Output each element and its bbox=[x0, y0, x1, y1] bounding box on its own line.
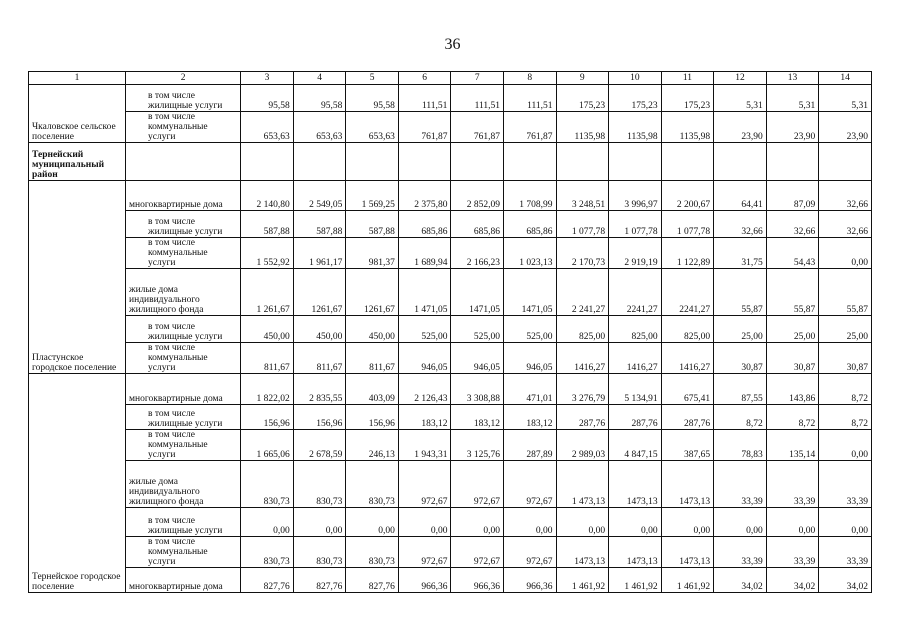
table-row bbox=[29, 343, 872, 374]
value-cell: 450,00 bbox=[293, 316, 346, 343]
value-cell bbox=[451, 143, 504, 181]
table-row bbox=[29, 537, 872, 568]
value-cell: 23,90 bbox=[766, 112, 819, 143]
table-row bbox=[29, 85, 872, 112]
value-cell: 156,96 bbox=[293, 405, 346, 430]
column-header: 4 bbox=[293, 72, 346, 85]
category-label: в том числе коммунальные услуги bbox=[126, 537, 241, 568]
value-cell: 0,00 bbox=[819, 430, 872, 461]
value-cell: 761,87 bbox=[451, 112, 504, 143]
value-cell: 387,65 bbox=[661, 430, 714, 461]
value-cell: 966,36 bbox=[451, 568, 504, 593]
value-cell: 761,87 bbox=[398, 112, 451, 143]
value-cell: 2 166,23 bbox=[451, 238, 504, 269]
category-label: жилые дома индивидуального жилищного фонда bbox=[126, 269, 241, 316]
value-cell: 183,12 bbox=[503, 405, 556, 430]
value-cell: 1 569,25 bbox=[346, 181, 399, 211]
value-cell: 685,86 bbox=[503, 211, 556, 238]
value-cell: 825,00 bbox=[609, 316, 662, 343]
category-label: в том числе коммунальные услуги bbox=[126, 343, 241, 374]
value-cell: 2 241,27 bbox=[556, 269, 609, 316]
value-cell: 2241,27 bbox=[661, 269, 714, 316]
table-row bbox=[29, 211, 872, 238]
value-cell: 1471,05 bbox=[451, 269, 504, 316]
value-cell: 2 170,73 bbox=[556, 238, 609, 269]
value-cell: 0,00 bbox=[819, 238, 872, 269]
value-cell: 1 943,31 bbox=[398, 430, 451, 461]
table-row bbox=[29, 430, 872, 461]
value-cell: 830,73 bbox=[346, 461, 399, 508]
value-cell: 966,36 bbox=[503, 568, 556, 593]
table-row bbox=[29, 143, 872, 181]
category-label: в том числе коммунальные услуги bbox=[126, 112, 241, 143]
value-cell: 34,02 bbox=[819, 568, 872, 593]
value-cell: 685,86 bbox=[398, 211, 451, 238]
value-cell: 972,67 bbox=[451, 461, 504, 508]
value-cell: 0,00 bbox=[766, 508, 819, 537]
value-cell: 811,67 bbox=[241, 343, 294, 374]
value-cell: 1 461,92 bbox=[661, 568, 714, 593]
value-cell: 1473,13 bbox=[556, 537, 609, 568]
value-cell: 1135,98 bbox=[556, 112, 609, 143]
category-label: в том числе жилищные услуги bbox=[126, 316, 241, 343]
column-header: 13 bbox=[766, 72, 819, 85]
value-cell: 2 852,09 bbox=[451, 181, 504, 211]
value-cell: 653,63 bbox=[346, 112, 399, 143]
value-cell: 4 847,15 bbox=[609, 430, 662, 461]
value-cell: 5 134,91 bbox=[609, 374, 662, 405]
column-header: 7 bbox=[451, 72, 504, 85]
value-cell: 525,00 bbox=[503, 316, 556, 343]
value-cell: 95,58 bbox=[293, 85, 346, 112]
value-cell: 8,72 bbox=[714, 405, 767, 430]
column-header: 5 bbox=[346, 72, 399, 85]
value-cell: 55,87 bbox=[766, 269, 819, 316]
value-cell: 653,63 bbox=[241, 112, 294, 143]
value-cell: 23,90 bbox=[819, 112, 872, 143]
value-cell: 25,00 bbox=[819, 316, 872, 343]
value-cell: 830,73 bbox=[346, 537, 399, 568]
value-cell: 143,86 bbox=[766, 374, 819, 405]
value-cell: 1 461,92 bbox=[556, 568, 609, 593]
table-row bbox=[29, 508, 872, 537]
settlement-name: Пластунское городское поселение bbox=[29, 181, 126, 374]
value-cell: 0,00 bbox=[451, 508, 504, 537]
value-cell: 1 689,94 bbox=[398, 238, 451, 269]
value-cell: 0,00 bbox=[819, 508, 872, 537]
value-cell: 827,76 bbox=[346, 568, 399, 593]
settlement-name: Тернейский муниципальный район bbox=[29, 143, 126, 181]
column-header: 14 bbox=[819, 72, 872, 85]
value-cell: 0,00 bbox=[661, 508, 714, 537]
value-cell bbox=[293, 143, 346, 181]
value-cell: 3 996,97 bbox=[609, 181, 662, 211]
value-cell: 287,76 bbox=[661, 405, 714, 430]
value-cell: 587,88 bbox=[346, 211, 399, 238]
value-cell: 2 835,55 bbox=[293, 374, 346, 405]
value-cell: 32,66 bbox=[766, 211, 819, 238]
value-cell: 55,87 bbox=[714, 269, 767, 316]
value-cell: 287,76 bbox=[609, 405, 662, 430]
value-cell bbox=[661, 143, 714, 181]
category-label: многоквартирные дома bbox=[126, 374, 241, 405]
value-cell: 1 473,13 bbox=[556, 461, 609, 508]
value-cell: 1 461,92 bbox=[609, 568, 662, 593]
value-cell bbox=[714, 143, 767, 181]
table-row bbox=[29, 461, 872, 508]
value-cell: 111,51 bbox=[398, 85, 451, 112]
value-cell: 450,00 bbox=[346, 316, 399, 343]
value-cell: 87,55 bbox=[714, 374, 767, 405]
value-cell: 33,39 bbox=[766, 461, 819, 508]
value-cell: 811,67 bbox=[346, 343, 399, 374]
value-cell: 587,88 bbox=[293, 211, 346, 238]
value-cell: 946,05 bbox=[503, 343, 556, 374]
value-cell: 8,72 bbox=[819, 405, 872, 430]
value-cell: 1 077,78 bbox=[609, 211, 662, 238]
value-cell: 1473,13 bbox=[661, 461, 714, 508]
value-cell: 5,31 bbox=[819, 85, 872, 112]
column-header: 10 bbox=[609, 72, 662, 85]
value-cell: 946,05 bbox=[451, 343, 504, 374]
value-cell: 1261,67 bbox=[346, 269, 399, 316]
value-cell: 811,67 bbox=[293, 343, 346, 374]
value-cell: 675,41 bbox=[661, 374, 714, 405]
value-cell: 30,87 bbox=[819, 343, 872, 374]
value-cell bbox=[346, 143, 399, 181]
value-cell: 0,00 bbox=[609, 508, 662, 537]
settlement-name: Чкаловское сельское поселение bbox=[29, 85, 126, 143]
column-header: 12 bbox=[714, 72, 767, 85]
value-cell: 175,23 bbox=[556, 85, 609, 112]
value-cell: 54,43 bbox=[766, 238, 819, 269]
value-cell: 287,76 bbox=[556, 405, 609, 430]
value-cell: 33,39 bbox=[714, 461, 767, 508]
category-label: в том числе коммунальные услуги bbox=[126, 238, 241, 269]
value-cell: 1 665,06 bbox=[241, 430, 294, 461]
header-row bbox=[29, 72, 872, 85]
value-cell: 972,67 bbox=[398, 537, 451, 568]
column-header: 1 bbox=[29, 72, 126, 85]
value-cell: 23,90 bbox=[714, 112, 767, 143]
value-cell: 55,87 bbox=[819, 269, 872, 316]
value-cell: 1 077,78 bbox=[556, 211, 609, 238]
value-cell: 111,51 bbox=[451, 85, 504, 112]
value-cell: 830,73 bbox=[241, 461, 294, 508]
value-cell: 1261,67 bbox=[293, 269, 346, 316]
value-cell: 1 077,78 bbox=[661, 211, 714, 238]
value-cell: 32,66 bbox=[714, 211, 767, 238]
value-cell: 30,87 bbox=[714, 343, 767, 374]
value-cell bbox=[398, 143, 451, 181]
value-cell: 32,66 bbox=[819, 181, 872, 211]
value-cell: 5,31 bbox=[766, 85, 819, 112]
value-cell: 825,00 bbox=[661, 316, 714, 343]
value-cell: 111,51 bbox=[503, 85, 556, 112]
value-cell: 2 200,67 bbox=[661, 181, 714, 211]
value-cell: 1 961,17 bbox=[293, 238, 346, 269]
value-cell: 25,00 bbox=[766, 316, 819, 343]
value-cell: 1 023,13 bbox=[503, 238, 556, 269]
category-label: в том числе коммунальные услуги bbox=[126, 430, 241, 461]
table-row bbox=[29, 374, 872, 405]
value-cell: 825,00 bbox=[556, 316, 609, 343]
value-cell: 1 708,99 bbox=[503, 181, 556, 211]
value-cell: 2 140,80 bbox=[241, 181, 294, 211]
value-cell: 1473,13 bbox=[609, 537, 662, 568]
value-cell: 175,23 bbox=[661, 85, 714, 112]
column-header: 2 bbox=[126, 72, 241, 85]
value-cell: 0,00 bbox=[398, 508, 451, 537]
value-cell: 2 678,59 bbox=[293, 430, 346, 461]
value-cell: 1473,13 bbox=[609, 461, 662, 508]
value-cell: 2 919,19 bbox=[609, 238, 662, 269]
value-cell: 972,67 bbox=[398, 461, 451, 508]
column-header: 11 bbox=[661, 72, 714, 85]
page-number: 36 bbox=[444, 36, 461, 53]
value-cell bbox=[766, 143, 819, 181]
value-cell: 64,41 bbox=[714, 181, 767, 211]
value-cell: 1416,27 bbox=[661, 343, 714, 374]
value-cell: 2 375,80 bbox=[398, 181, 451, 211]
value-cell: 1 261,67 bbox=[241, 269, 294, 316]
column-header: 9 bbox=[556, 72, 609, 85]
value-cell: 685,86 bbox=[451, 211, 504, 238]
value-cell: 33,39 bbox=[714, 537, 767, 568]
value-cell: 587,88 bbox=[241, 211, 294, 238]
value-cell: 1135,98 bbox=[609, 112, 662, 143]
value-cell: 827,76 bbox=[293, 568, 346, 593]
value-cell: 1 552,92 bbox=[241, 238, 294, 269]
value-cell: 156,96 bbox=[241, 405, 294, 430]
value-cell: 2 126,43 bbox=[398, 374, 451, 405]
value-cell: 1473,13 bbox=[661, 537, 714, 568]
value-cell: 25,00 bbox=[714, 316, 767, 343]
value-cell: 175,23 bbox=[609, 85, 662, 112]
value-cell bbox=[819, 143, 872, 181]
category-label: в том числе жилищные услуги bbox=[126, 508, 241, 537]
value-cell: 287,89 bbox=[503, 430, 556, 461]
value-cell: 156,96 bbox=[346, 405, 399, 430]
value-cell: 1 822,02 bbox=[241, 374, 294, 405]
value-cell: 830,73 bbox=[293, 537, 346, 568]
value-cell: 246,13 bbox=[346, 430, 399, 461]
value-cell: 30,87 bbox=[766, 343, 819, 374]
table-row bbox=[29, 112, 872, 143]
value-cell: 0,00 bbox=[241, 508, 294, 537]
value-cell: 3 308,88 bbox=[451, 374, 504, 405]
category-label: в том числе жилищные услуги bbox=[126, 85, 241, 112]
value-cell: 183,12 bbox=[398, 405, 451, 430]
value-cell: 827,76 bbox=[241, 568, 294, 593]
settlement-name: Тернейское городское поселение bbox=[29, 374, 126, 593]
value-cell: 450,00 bbox=[241, 316, 294, 343]
value-cell: 2241,27 bbox=[609, 269, 662, 316]
value-cell bbox=[556, 143, 609, 181]
value-cell: 33,39 bbox=[819, 461, 872, 508]
value-cell: 5,31 bbox=[714, 85, 767, 112]
value-cell: 3 248,51 bbox=[556, 181, 609, 211]
value-cell: 653,63 bbox=[293, 112, 346, 143]
value-cell: 33,39 bbox=[819, 537, 872, 568]
value-cell: 471,01 bbox=[503, 374, 556, 405]
value-cell: 8,72 bbox=[819, 374, 872, 405]
value-cell: 33,39 bbox=[766, 537, 819, 568]
value-cell: 0,00 bbox=[346, 508, 399, 537]
value-cell: 3 276,79 bbox=[556, 374, 609, 405]
value-cell bbox=[609, 143, 662, 181]
value-cell: 972,67 bbox=[503, 461, 556, 508]
value-cell: 34,02 bbox=[714, 568, 767, 593]
value-cell: 95,58 bbox=[346, 85, 399, 112]
value-cell: 1 122,89 bbox=[661, 238, 714, 269]
value-cell: 761,87 bbox=[503, 112, 556, 143]
value-cell: 34,02 bbox=[766, 568, 819, 593]
value-cell: 981,37 bbox=[346, 238, 399, 269]
value-cell: 1416,27 bbox=[556, 343, 609, 374]
value-cell: 3 125,76 bbox=[451, 430, 504, 461]
value-cell: 135,14 bbox=[766, 430, 819, 461]
value-cell: 525,00 bbox=[451, 316, 504, 343]
category-label: жилые дома индивидуального жилищного фонда bbox=[126, 461, 241, 508]
category-label bbox=[126, 143, 241, 181]
value-cell: 0,00 bbox=[714, 508, 767, 537]
value-cell: 830,73 bbox=[241, 537, 294, 568]
column-header: 3 bbox=[241, 72, 294, 85]
column-header: 6 bbox=[398, 72, 451, 85]
value-cell: 87,09 bbox=[766, 181, 819, 211]
category-label: многоквартирные дома bbox=[126, 568, 241, 593]
table-row bbox=[29, 405, 872, 430]
value-cell: 1 471,05 bbox=[398, 269, 451, 316]
category-label: многоквартирные дома bbox=[126, 181, 241, 211]
value-cell: 183,12 bbox=[451, 405, 504, 430]
value-cell: 31,75 bbox=[714, 238, 767, 269]
table-row bbox=[29, 181, 872, 211]
table-row bbox=[29, 568, 872, 593]
value-cell: 8,72 bbox=[766, 405, 819, 430]
value-cell: 403,09 bbox=[346, 374, 399, 405]
value-cell: 972,67 bbox=[451, 537, 504, 568]
value-cell: 0,00 bbox=[293, 508, 346, 537]
value-cell: 525,00 bbox=[398, 316, 451, 343]
value-cell: 830,73 bbox=[293, 461, 346, 508]
table-row bbox=[29, 269, 872, 316]
value-cell: 2 989,03 bbox=[556, 430, 609, 461]
value-cell bbox=[241, 143, 294, 181]
tariff-table bbox=[28, 71, 872, 593]
value-cell: 946,05 bbox=[398, 343, 451, 374]
value-cell: 0,00 bbox=[556, 508, 609, 537]
table-row bbox=[29, 316, 872, 343]
value-cell: 1471,05 bbox=[503, 269, 556, 316]
category-label: в том числе жилищные услуги bbox=[126, 405, 241, 430]
value-cell: 1135,98 bbox=[661, 112, 714, 143]
value-cell: 0,00 bbox=[503, 508, 556, 537]
value-cell: 32,66 bbox=[819, 211, 872, 238]
value-cell: 95,58 bbox=[241, 85, 294, 112]
table-row bbox=[29, 238, 872, 269]
value-cell: 966,36 bbox=[398, 568, 451, 593]
value-cell bbox=[503, 143, 556, 181]
value-cell: 1416,27 bbox=[609, 343, 662, 374]
value-cell: 2 549,05 bbox=[293, 181, 346, 211]
value-cell: 78,83 bbox=[714, 430, 767, 461]
category-label: в том числе жилищные услуги bbox=[126, 211, 241, 238]
value-cell: 972,67 bbox=[503, 537, 556, 568]
column-header: 8 bbox=[503, 72, 556, 85]
